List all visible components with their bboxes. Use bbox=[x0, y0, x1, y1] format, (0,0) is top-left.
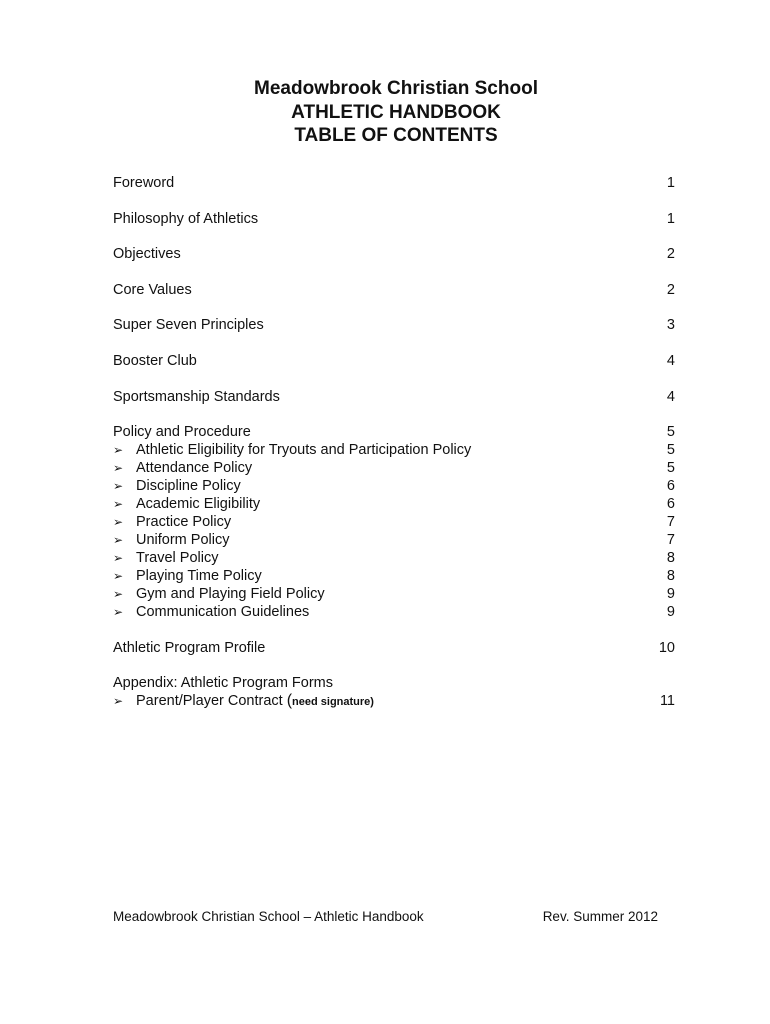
toc-subentry bbox=[113, 459, 675, 477]
bullet-arrow-icon: ➢ bbox=[113, 605, 124, 620]
toc-subentry-page: 6 bbox=[666, 478, 675, 495]
toc-entry-label: Policy and Procedure bbox=[113, 424, 251, 441]
toc-entry-super-seven bbox=[113, 316, 675, 334]
toc-subentry-label: Practice Policy bbox=[136, 514, 232, 531]
toc-subentry bbox=[113, 567, 675, 585]
toc-entry-page: 4 bbox=[666, 352, 675, 369]
toc-subentry-page: 11 bbox=[659, 693, 675, 710]
toc-subentry-page: 6 bbox=[666, 496, 675, 513]
toc-subentry-page: 9 bbox=[666, 586, 675, 603]
school-name: Meadowbrook Christian School bbox=[254, 78, 538, 99]
signature-note: need signature) bbox=[292, 696, 374, 709]
toc-entry-policy bbox=[113, 423, 675, 441]
toc-entry-page: 5 bbox=[666, 424, 675, 441]
toc-entry-objectives bbox=[113, 245, 675, 263]
toc-subentry bbox=[113, 477, 675, 495]
toc-entry-label: Core Values bbox=[113, 281, 192, 298]
bullet-arrow-icon: ➢ bbox=[113, 497, 124, 512]
toc-subentry-label: Parent/Player Contract bbox=[136, 693, 287, 710]
toc-subentry-page: 9 bbox=[666, 604, 675, 621]
toc-subentry bbox=[113, 495, 675, 513]
signature-note-paren: ( bbox=[286, 692, 293, 710]
bullet-arrow-icon: ➢ bbox=[113, 569, 124, 584]
document-title bbox=[0, 77, 770, 148]
toc-subentry bbox=[113, 585, 675, 603]
toc-entry-booster-club bbox=[113, 352, 675, 370]
toc-entry-label: Philosophy of Athletics bbox=[113, 210, 259, 227]
toc-entry-appendix bbox=[113, 674, 675, 692]
bullet-arrow-icon: ➢ bbox=[113, 587, 124, 602]
toc-entry-sportsmanship bbox=[113, 388, 675, 406]
toc-entry-label: Foreword bbox=[113, 175, 175, 191]
toc-subentry-label: Athletic Eligibility for Tryouts and Participation Policy bbox=[136, 442, 472, 459]
toc-entry-core-values bbox=[113, 281, 675, 299]
toc-subentry-page: 7 bbox=[666, 532, 675, 549]
toc-entry-page: 10 bbox=[658, 639, 675, 656]
toc-entry-page: 2 bbox=[666, 281, 675, 298]
bullet-arrow-icon: ➢ bbox=[113, 694, 124, 709]
bullet-arrow-icon: ➢ bbox=[113, 515, 124, 530]
bullet-arrow-icon: ➢ bbox=[113, 443, 124, 458]
toc-subentry-label: Attendance Policy bbox=[136, 460, 253, 477]
toc-entry-page: 3 bbox=[666, 317, 675, 334]
toc-entry-philosophy bbox=[113, 210, 675, 228]
footer-revision: Rev. Summer 2012 bbox=[542, 909, 658, 924]
toc-subentry-page: 8 bbox=[666, 568, 675, 585]
toc-heading: TABLE OF CONTENTS bbox=[294, 125, 498, 146]
toc-entry-label: Super Seven Principles bbox=[113, 317, 264, 334]
toc-subentry-label: Travel Policy bbox=[136, 550, 219, 567]
toc-entry-label: Athletic Program Profile bbox=[113, 639, 266, 656]
toc-subentry bbox=[113, 531, 675, 549]
toc-entry-page: 1 bbox=[666, 175, 675, 191]
toc-entry-program-profile bbox=[113, 639, 675, 657]
toc-subentry-contract bbox=[113, 692, 675, 710]
toc-entry-label: Objectives bbox=[113, 246, 181, 263]
toc-entry-foreword bbox=[113, 174, 675, 192]
toc-entry-page: 1 bbox=[666, 210, 675, 227]
toc-subentry-label: Playing Time Policy bbox=[136, 568, 262, 585]
toc-subentry-label: Communication Guidelines bbox=[136, 604, 310, 621]
toc-entry-page: 4 bbox=[666, 388, 675, 405]
toc-subentry-page: 5 bbox=[666, 460, 675, 477]
bullet-arrow-icon: ➢ bbox=[113, 479, 124, 494]
toc-entry-label: Appendix: Athletic Program Forms bbox=[113, 675, 334, 692]
toc-entry-label: Sportsmanship Standards bbox=[113, 388, 280, 405]
bullet-arrow-icon: ➢ bbox=[113, 551, 124, 566]
bullet-arrow-icon: ➢ bbox=[113, 533, 124, 548]
toc-subentry-label: Academic Eligibility bbox=[136, 496, 261, 513]
toc-entry-page: 2 bbox=[666, 246, 675, 263]
page-footer bbox=[113, 908, 658, 926]
toc-subentry bbox=[113, 549, 675, 567]
toc-subentry-page: 5 bbox=[666, 442, 675, 459]
toc-entry-label: Booster Club bbox=[113, 352, 197, 369]
toc-subentry-label: Gym and Playing Field Policy bbox=[136, 586, 325, 603]
toc-subentry bbox=[113, 513, 675, 531]
toc-subentry-label: Discipline Policy bbox=[136, 478, 241, 495]
bullet-arrow-icon: ➢ bbox=[113, 461, 124, 476]
toc-subentry bbox=[113, 441, 675, 459]
toc-subentry-label: Uniform Policy bbox=[136, 532, 230, 549]
handbook-title: ATHLETIC HANDBOOK bbox=[291, 101, 501, 123]
toc-subentry-page: 8 bbox=[666, 550, 675, 567]
footer-document-name: Meadowbrook Christian School – Athletic Handbook bbox=[113, 909, 424, 924]
toc-subentry bbox=[113, 603, 675, 621]
table-of-contents bbox=[113, 174, 675, 710]
toc-subentry-page: 7 bbox=[666, 514, 675, 531]
